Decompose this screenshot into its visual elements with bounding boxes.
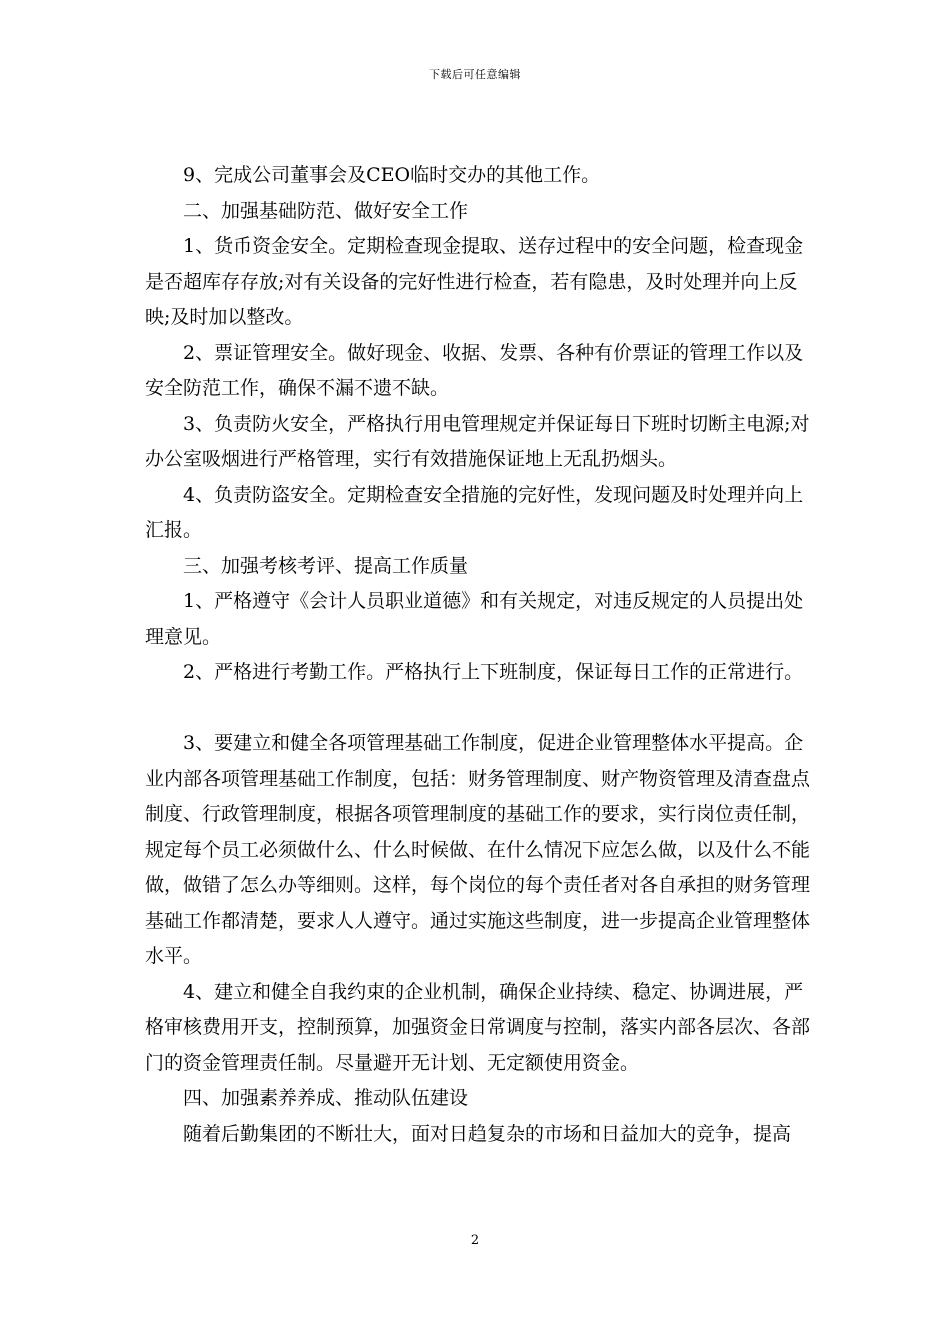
document-body (145, 158, 810, 1152)
paragraph: 1、严格遵守《会计人员职业道德》和有关规定，对违反规定的人员提出处理意见。 (145, 590, 804, 648)
paragraph: 4、建立和健全自我约束的企业机制，确保企业持续、稳定、协调进展，严格审核费用开支，控制预算，加强资金日常调度与控制，落实内部各层次、各部门的资金管理责任制。尽量避开无计划、无定额使用资金。 (145, 980, 811, 1074)
section-heading: 四、加强素养养成、推动队伍建设 (183, 1087, 469, 1109)
blank-line (145, 691, 810, 727)
paragraph: 3、负责防火安全，严格执行用电管理规定并保证每日下班时切断主电源;对办公室吸烟进行严格管理，实行有效措施保证地上无乱扔烟头。 (145, 412, 810, 470)
paragraph: 1、货币资金安全。定期检查现金提取、送存过程中的安全问题，检查现金是否超库存存放;对有关设备的完好性进行检查，若有隐患，及时处理并向上反映;及时加以整改。 (145, 235, 804, 328)
page-number: 2 (470, 1233, 480, 1248)
paragraph: 4、负责防盗安全。定期检查安全措施的完好性，发现问题及时处理并向上汇报。 (145, 483, 804, 541)
paragraph: 2、票证管理安全。做好现金、收据、发票、各种有价票证的管理工作以及安全防范工作，确保不漏不遗不缺。 (145, 341, 804, 399)
paragraph: 随着后勤集团的不断壮大，面对日趋复杂的市场和日益加大的竞争，提高 (183, 1122, 792, 1145)
section-heading: 二、加强基础防范、做好安全工作 (183, 199, 469, 222)
paragraph: 3、要建立和健全各项管理基础工作制度，促进企业管理整体水平提高。企业内部各项管理基础工作制度，包括：财务管理制度、财产物资管理及清查盘点制度、行政管理制度，根据各项管理制度的基础工作的要求，实行岗位责任制，规定每个员工必须做什么、什么时候做、在什么情况下应怎么做，以及什么不能做，做错了怎么办等细则。这样，每个岗位的每个责任者对各自承担的财务管理基础工作都清楚，要求人人遵守。通过实施这些制度，进一步提高企业管理整体水平。 (145, 732, 811, 967)
paragraph: 2、严格进行考勤工作。严格执行上下班制度，保证每日工作的正常进行。 (183, 661, 804, 683)
page-header: 下载后可任意编辑 (429, 68, 521, 81)
section-heading: 三、加强考核考评、提高工作质量 (183, 554, 469, 577)
paragraph: 9、完成公司董事会及CEO临时交办的其他工作。 (183, 164, 601, 186)
